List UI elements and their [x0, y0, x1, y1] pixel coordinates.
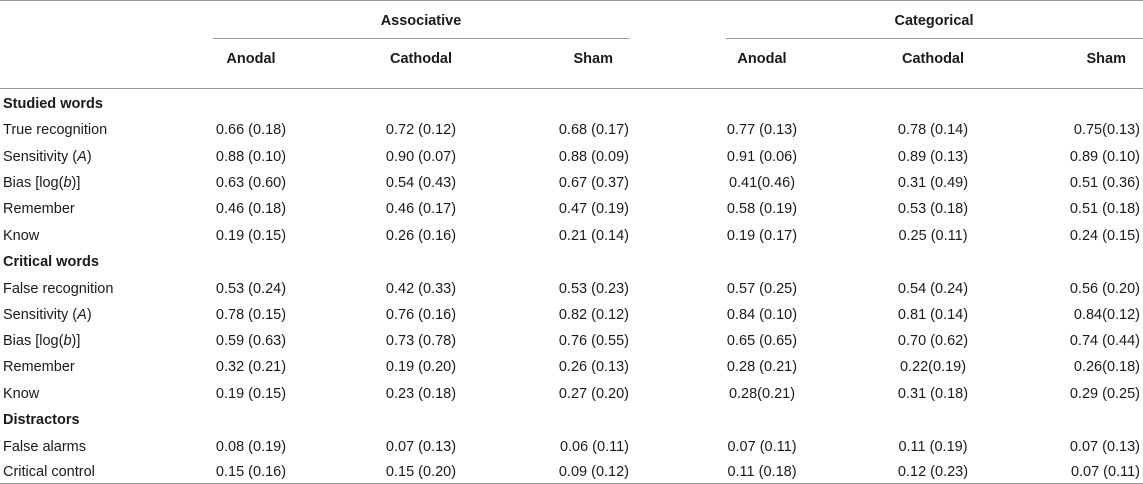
cell: 0.91 (0.06)	[726, 149, 798, 165]
cell: 0.73 (0.78)	[385, 333, 457, 349]
cell: 0.07 (0.11)	[727, 439, 797, 455]
cell: 0.25 (0.11)	[898, 228, 968, 244]
cell: 0.74 (0.44)	[1069, 333, 1140, 349]
row-label-part: Sensitivity (	[3, 307, 78, 323]
group-categorical: Categorical	[894, 13, 974, 29]
cell: 0.19 (0.15)	[215, 386, 287, 402]
cell: 0.26 (0.13)	[558, 359, 629, 375]
section-distractors: Distractors	[3, 412, 80, 428]
cell: 0.32 (0.21)	[215, 359, 287, 375]
cell: 0.28(0.21)	[728, 386, 796, 402]
cell: 0.84(0.12)	[1073, 307, 1140, 323]
cell: 0.07 (0.13)	[385, 439, 457, 455]
col-assoc-sham: Sham	[573, 51, 613, 67]
cell: 0.54 (0.43)	[385, 175, 457, 191]
cell: 0.46 (0.18)	[215, 201, 287, 217]
row-label-part: )]	[71, 175, 81, 191]
row-label: Know	[3, 228, 40, 244]
cell: 0.23 (0.18)	[385, 386, 457, 402]
col-assoc-cathodal: Cathodal	[389, 51, 453, 67]
row-label: Know	[3, 386, 40, 402]
cell: 0.42 (0.33)	[385, 281, 457, 297]
cell: 0.07 (0.13)	[1069, 439, 1140, 455]
row-label	[3, 174, 80, 192]
cell: 0.88 (0.09)	[558, 149, 629, 165]
cell: 0.53 (0.24)	[215, 281, 287, 297]
row-label-part: Bias [log(	[3, 175, 64, 191]
cell: 0.54 (0.24)	[897, 281, 969, 297]
top-rule	[0, 0, 1143, 1]
row-label-italic: A	[77, 307, 87, 323]
cell: 0.89 (0.10)	[1069, 149, 1140, 165]
cell: 0.67 (0.37)	[558, 175, 629, 191]
cell: 0.26(0.18)	[1073, 359, 1140, 375]
cell: 0.12 (0.23)	[897, 464, 969, 480]
cell: 0.07 (0.11)	[1070, 464, 1140, 480]
cell: 0.24 (0.15)	[1069, 228, 1140, 244]
cell: 0.57 (0.25)	[726, 281, 798, 297]
cell: 0.77 (0.13)	[726, 122, 798, 138]
cell: 0.70 (0.62)	[897, 333, 969, 349]
header-rule	[0, 88, 1143, 89]
cell: 0.75(0.13)	[1073, 122, 1140, 138]
cell: 0.11 (0.18)	[727, 464, 797, 480]
row-label-part: Sensitivity (	[3, 149, 78, 165]
cell: 0.63 (0.60)	[215, 175, 287, 191]
cell: 0.65 (0.65)	[726, 333, 798, 349]
cell: 0.27 (0.20)	[558, 386, 629, 402]
row-label	[3, 332, 80, 350]
cell: 0.46 (0.17)	[385, 201, 457, 217]
cell: 0.53 (0.23)	[558, 281, 629, 297]
col-assoc-anodal: Anodal	[226, 51, 276, 67]
cell: 0.56 (0.20)	[1069, 281, 1140, 297]
row-label	[3, 306, 92, 324]
cell: 0.84 (0.10)	[726, 307, 798, 323]
cell: 0.19 (0.17)	[726, 228, 798, 244]
cell: 0.72 (0.12)	[385, 122, 457, 138]
cell: 0.66 (0.18)	[215, 122, 287, 138]
cell: 0.78 (0.15)	[215, 307, 287, 323]
cell: 0.51 (0.18)	[1069, 201, 1140, 217]
row-label	[3, 148, 92, 166]
associative-underline	[213, 38, 629, 39]
cell: 0.06 (0.11)	[559, 439, 629, 455]
cell: 0.28 (0.21)	[726, 359, 798, 375]
cell: 0.19 (0.15)	[215, 228, 287, 244]
cell: 0.76 (0.16)	[385, 307, 457, 323]
row-label: Critical control	[3, 464, 95, 480]
cell: 0.81 (0.14)	[897, 307, 969, 323]
cell: 0.51 (0.36)	[1069, 175, 1140, 191]
row-label-italic: A	[77, 149, 87, 165]
cell: 0.31 (0.49)	[897, 175, 969, 191]
cell: 0.09 (0.12)	[558, 464, 629, 480]
row-label: False recognition	[3, 281, 114, 297]
row-label: False alarms	[3, 439, 86, 455]
cell: 0.82 (0.12)	[558, 307, 629, 323]
cell: 0.47 (0.19)	[558, 201, 629, 217]
cell: 0.78 (0.14)	[897, 122, 969, 138]
row-label-part: )	[86, 307, 92, 323]
col-cat-sham: Sham	[1086, 51, 1126, 67]
cell: 0.53 (0.18)	[897, 201, 969, 217]
cell: 0.68 (0.17)	[558, 122, 629, 138]
cell: 0.21 (0.14)	[558, 228, 629, 244]
row-label-italic: b	[63, 175, 72, 191]
cell: 0.11 (0.19)	[898, 439, 968, 455]
col-cat-anodal: Anodal	[737, 51, 787, 67]
row-label: Remember	[3, 201, 75, 217]
cell: 0.15 (0.20)	[385, 464, 457, 480]
row-label-part: )]	[71, 333, 81, 349]
categorical-underline	[726, 38, 1143, 39]
cell: 0.26 (0.16)	[385, 228, 457, 244]
cell: 0.58 (0.19)	[726, 201, 798, 217]
section-studied-words: Studied words	[3, 96, 103, 112]
row-label-part: )	[86, 149, 92, 165]
row-label-italic: b	[63, 333, 72, 349]
cell: 0.19 (0.20)	[385, 359, 457, 375]
cell: 0.29 (0.25)	[1069, 386, 1140, 402]
group-associative: Associative	[380, 13, 462, 29]
row-label-part: Bias [log(	[3, 333, 64, 349]
section-critical-words: Critical words	[3, 254, 99, 270]
cell: 0.15 (0.16)	[215, 464, 287, 480]
cell: 0.59 (0.63)	[215, 333, 287, 349]
cell: 0.89 (0.13)	[897, 149, 969, 165]
cell: 0.90 (0.07)	[385, 149, 457, 165]
cell: 0.41(0.46)	[728, 175, 796, 191]
row-label: True recognition	[3, 122, 108, 138]
cell: 0.08 (0.19)	[215, 439, 287, 455]
cell: 0.76 (0.55)	[558, 333, 629, 349]
row-label: Remember	[3, 359, 75, 375]
cell: 0.31 (0.18)	[897, 386, 969, 402]
cell: 0.22(0.19)	[899, 359, 967, 375]
cell: 0.88 (0.10)	[215, 149, 287, 165]
col-cat-cathodal: Cathodal	[901, 51, 965, 67]
